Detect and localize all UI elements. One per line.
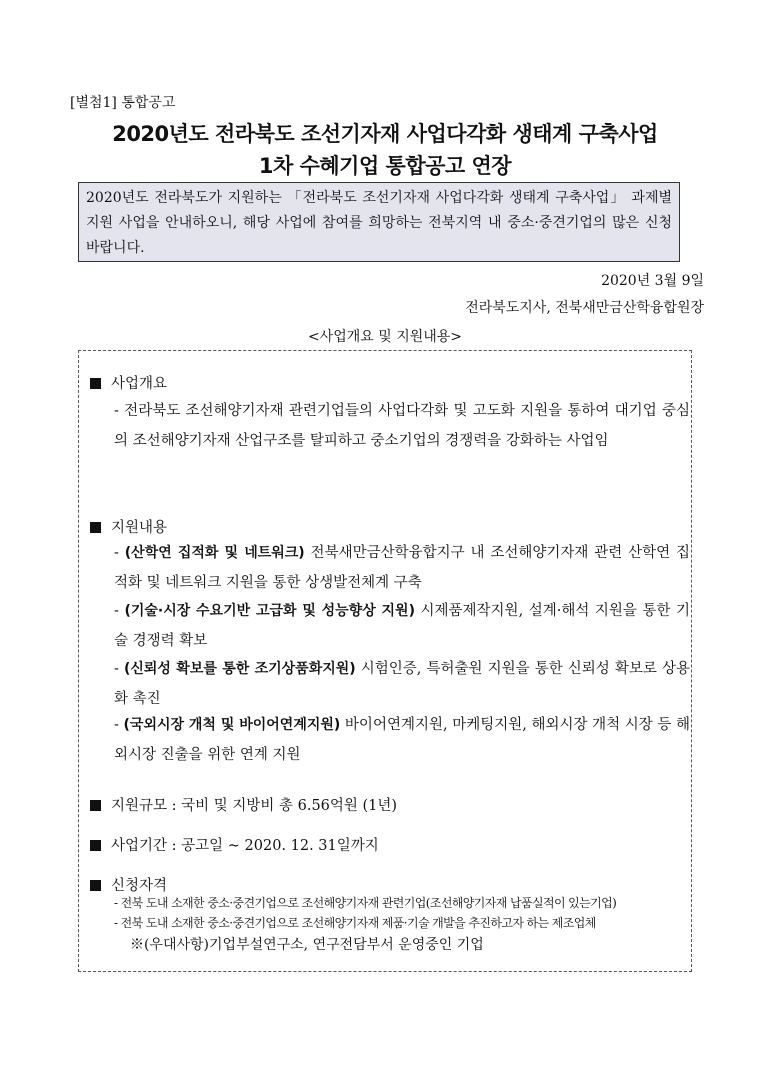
scale-line: 지원규모 : 국비 및 지방비 총 6.56억원 (1년) bbox=[90, 794, 397, 815]
support-heading: 지원내용 bbox=[90, 516, 167, 537]
square-bullet-icon bbox=[90, 880, 101, 891]
support-item: - (국외시장 개척 및 바이어연계지원) 바이어연계지원, 마케팅지원, 해외시장 개척 시장 등 해외시장 진출을 위한 연계 지원 bbox=[114, 717, 690, 763]
eligibility-item: - 전북 도내 소재한 중소·중견기업으로 조선해양기자재 관련기업(조선해양기자재 납품실적이 있는기업) bbox=[114, 896, 617, 910]
eligibility-note: ※(우대사항)기업부설연구소, 연구전담부서 운영중인 기업 bbox=[130, 937, 484, 953]
eligibility-item: - 전북 도내 소재한 중소·중견기업으로 조선해양기자재 제품·기술 개발을 추진하고자 하는 제조업체 bbox=[114, 916, 596, 930]
overview-heading: 사업개요 bbox=[90, 372, 167, 393]
square-bullet-icon bbox=[90, 522, 101, 533]
issuer: 전라북도지사, 전북새만금산학융합원장 bbox=[465, 300, 704, 316]
square-bullet-icon bbox=[90, 840, 101, 851]
intro-box bbox=[78, 182, 680, 262]
square-bullet-icon bbox=[90, 378, 101, 389]
section-subtitle: <사업개요 및 지원내용> bbox=[307, 329, 463, 345]
overview-text: - 전라북도 조선해양기자재 관련기업들의 사업다각화 및 고도화 지원을 통하여 대기업 중심의 조선해양기자재 산업구조를 탈피하고 중소기업의 경쟁력을 강화하는 사업임 bbox=[114, 403, 690, 449]
support-item: - (기술·시장 수요기반 고급화 및 성능향상 지원) 시제품제작지원, 설계·해석 지원을 통한 기술 경쟁력 확보 bbox=[114, 603, 690, 649]
period-line: 사업기간 : 공고일 ~ 2020. 12. 31일까지 bbox=[90, 834, 379, 855]
notice-date: 2020년 3월 9일 bbox=[601, 273, 704, 289]
support-item: - (신뢰성 확보를 통한 조기상품화지원) 시험인증, 특허출원 지원을 통한 신뢰성 확보로 상용화 촉진 bbox=[114, 661, 690, 707]
square-bullet-icon bbox=[90, 800, 101, 811]
support-item: - (산학연 집적화 및 네트워크) 전북새만금산학융합지구 내 조선해양기자재 관련 산학연 집적화 및 네트워크 지원을 통한 상생발전체계 구축 bbox=[114, 545, 691, 591]
eligibility-heading: 신청자격 bbox=[90, 874, 167, 895]
page-subtitle: 1차 수혜기업 통합공고 연장 bbox=[258, 154, 512, 178]
attachment-label: [별첨1] 통합공고 bbox=[70, 95, 176, 111]
page-title: 2020년도 전라북도 조선기자재 사업다각화 생태계 구축사업 bbox=[112, 122, 658, 146]
intro-text: 2020년도 전라북도가 지원하는 「전라북도 조선기자재 사업다각화 생태계 구축사업」 과제별 지원 사업을 안내하오니, 해당 사업에 참여를 희망하는 전북지역 내 중소·중견기업의 많은 신청 바랍니다. bbox=[86, 190, 672, 256]
